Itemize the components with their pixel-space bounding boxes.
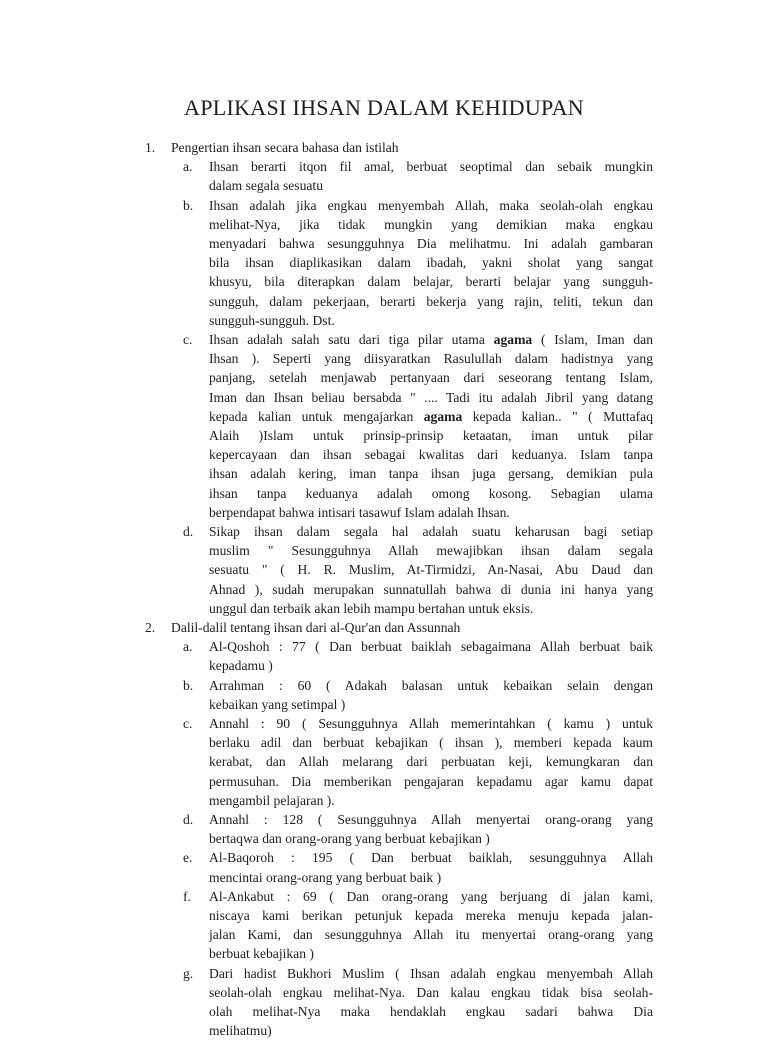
item-text [209,196,653,330]
item-text [209,676,653,714]
text-line: berpendapat bahwa intisari tasawuf Islam adalah Ihsan. [209,504,510,520]
text-line: bila ihsan diaplikasikan dalam ibadah, yakni sholat yang sangat [209,255,653,271]
section-number: 1. [145,140,156,155]
text-line: jalan Kami, dan sesungguhnya Allah itu menyertai orang-orang yang [209,927,653,943]
text-line: muslim " Sesungguhnya Allah mewajibkan ihsan dalam segala [209,543,653,559]
text-line: Ihsan berarti itqon fil amal, berbuat seoptimal dan sebaik mungkin [209,159,653,175]
text-line: dalam segala sesuatu [209,178,323,194]
item-text [209,714,653,810]
text-line: Al-Qoshoh : 77 ( Dan berbuat baiklah sebagaimana Allah berbuat baik [209,639,653,655]
text-line: mencintai orang-orang yang berbuat baik ) [209,869,442,885]
text-line: sungguh-sungguh. Dst. [209,312,335,328]
item-text [209,887,653,964]
text-line: Al-Baqoroh : 195 ( Dan berbuat baiklah, sesungguhnya Allah [209,850,653,866]
item-text [209,522,653,618]
text-line: melihat-Nya, jika tidak mungkin yang demikian maka engkau [209,216,653,232]
item-letter: c. [183,716,193,731]
text-line: seolah-olah engkau melihat-Nya. Dan kalau engkau tidak bisa seolah- [209,984,653,1000]
text-line: menyadari bahwa sesungguhnya Dia melihatmu. Ini adalah gambaran [209,235,653,251]
item-letter: b. [183,677,194,693]
item-letter: e. [183,850,193,866]
text-line: Annahl : 128 ( Sesungguhnya Allah menyertai orang-orang yang [209,812,653,827]
item-text [209,157,653,195]
item-text [209,637,653,675]
item-letter: g. [183,965,194,981]
bold-word: agama [493,332,533,347]
text-line: bertaqwa dan orang-orang yang berbuat kebajikan ) [209,831,490,847]
item-letter: d. [183,524,194,539]
text-line: Iman dan Ihsan beliau bersabda " .... Tadi itu adalah Jibril yang datang [209,389,653,405]
item-text [209,330,653,522]
text-line: Al-Ankabut : 69 ( Dan orang-orang yang berjuang di jalan kami, [209,888,653,904]
item-letter: f. [183,888,191,904]
bold-word: agama [423,408,463,424]
text-line: ihsan tanpa keduanya adalah omong kosong. Sebagian ulama [209,485,653,501]
text-line: mengambil pelajaran ). [209,792,335,808]
section-heading: Pengertian ihsan secara bahasa dan istilah [171,140,399,155]
text-line: khusyu, bila diterapkan dalam belajar, berarti belajar yang sungguh- [209,274,653,290]
text-line: niscaya kami berikan petunjuk kepada mereka menuju kepada jalan- [209,907,653,923]
item-letter: a. [183,159,193,175]
document-title: APLIKASI IHSAN DALAM KEHIDUPAN [184,95,584,120]
text-line: kepercayaan dan ihsan sebagai kwalitas dari keduanya. Islam tanpa [209,447,653,463]
text-line: Sikap ihsan dalam segala hal adalah suatu keharusan bagi setiap [209,524,653,539]
text-line: kerabat, dan Allah melarang dari perbuatan keji, kemungkaran dan [209,754,653,770]
text-line: permusuhan. Dia memberikan pengajaran kepadamu agar kamu dapat [209,773,653,789]
item-letter: a. [183,639,193,655]
text-line: Ihsan adalah salah satu dari tiga pilar utama agama ( Islam, Iman dan [209,332,653,347]
item-letter: d. [183,812,194,827]
text-line: kebaikan yang setimpal ) [209,696,346,712]
item-text [209,810,653,848]
item-letter: b. [183,197,194,213]
text-line: sesuatu " ( H. R. Muslim, At-Tirmidzi, An-Nasai, Abu Daud dan [209,562,653,578]
text-line: panjang, setelah menjawab pertanyaan dari seseorang tentang Islam, [209,370,653,386]
text-line: Dari hadist Bukhori Muslim ( Ihsan adalah engkau menyembah Allah [209,965,653,981]
text-line: berlaku adil dan berbuat kebajikan ( ihsan ), memberi kepada kaum [209,735,653,751]
text-line: kepada kalian untuk mengajarkan agama kepada kalian.. " ( Muttafaq [209,408,653,424]
text-line: melihatmu) [209,1023,272,1039]
section-number: 2. [145,620,156,635]
text-line: kepadamu ) [209,658,273,674]
text-line: berbuat kebajikan ) [209,946,314,962]
text-line: Alaih )Islam untuk prinsip-prinsip ketaatan, iman untuk pilar [209,427,653,443]
text-line: Ihsan ). Seperti yang diisyaratkan Rasulullah dalam hadistnya yang [209,351,653,367]
text-line: sungguh, dalam pekerjaan, berarti bekerja yang rajin, teliti, tekun dan [209,293,653,309]
section-heading: Dalil-dalil tentang ihsan dari al-Qur'an dan Assunnah [171,620,461,635]
text-line: Arrahman : 60 ( Adakah balasan untuk kebaikan selain dengan [209,677,653,693]
text-line: olah melihat-Nya maka hendaklah engkau sadari bahwa Dia [209,1003,653,1019]
text-line: Ahnad ), sudah merupakan sunnatullah bahwa di dunia ini hanya yang [209,581,653,597]
item-letter: c. [183,332,193,347]
text-line: Annahl : 90 ( Sesungguhnya Allah memerintahkan ( kamu ) untuk [209,716,653,731]
text-line: Ihsan adalah jika engkau menyembah Allah, maka seolah-olah engkau [209,197,653,213]
item-text [209,964,653,1040]
item-text [209,848,653,886]
text-line: unggul dan terbaik akan lebih mampu bertahan untuk eksis. [209,600,534,616]
text-line: ihsan adalah kering, iman tanpa ihsan juga gersang, demikian pula [209,466,653,482]
